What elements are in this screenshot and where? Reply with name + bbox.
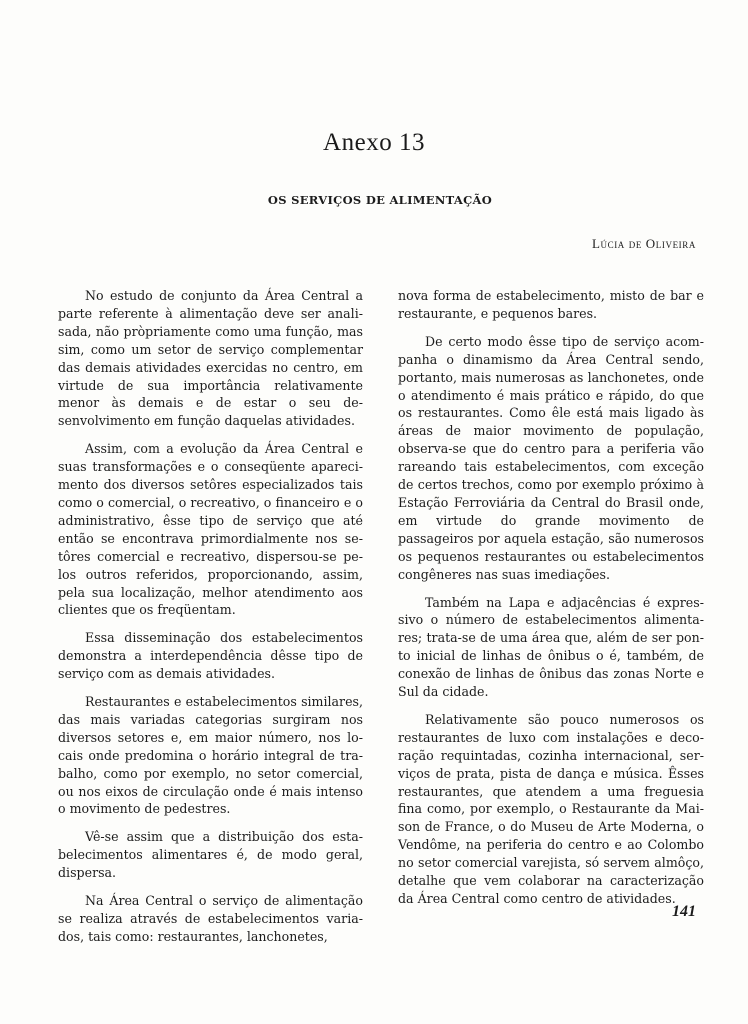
paragraph: Assim, com a evolução da Área Central e suas transformações e o conseqüente aparecimento dos diversos setôres especializados tais como o comercial, o recreativo, o financeiro e o administrativo, êsse tipo de serviço que até então se encontrava primordialmente nos setôres comercial e recreativo, dispersou-se pelos outros referidos, proporcionando, assim, pela sua localização, melhor atendimento aos clientes que os freqüentam. <box>58 441 363 618</box>
left-column <box>58 287 363 956</box>
paragraph: No estudo de conjunto da Área Central a parte referente à alimentação deve ser analisada, não pròpriamente como uma função, mas sim, como um setor de serviço complementar das demais atividades exercidas no centro, em virtude de sua importância relativamente menor às demais e de estar o seu desenvolvimento em função daquelas atividades. <box>58 288 363 429</box>
annex-title: Anexo 13 <box>323 129 425 156</box>
section-title: OS SERVIÇOS DE ALIMENTAÇÃO <box>267 193 493 207</box>
paragraph-continuation: nova forma de estabelecimento, misto de bar e restaurante, e pequenos bares. <box>398 288 704 321</box>
page-number: 141 <box>672 903 696 920</box>
paragraph: Relativamente são pouco numerosos os restaurantes de luxo com instalações e decoração requintadas, cozinha internacional, serviços de prata, pista de dança e música. Êsses restaurantes, que atendem a uma freguesia fina como, por exemplo, o Restaurante da Maison de France, o do Museu de Arte Moderna, o Vendôme, na periferia do centro e ao Colombo no setor comercial varejista, só servem almôço, detalhe que vem colaborar na caracterização da Área Central como centro de atividades. <box>398 711 704 906</box>
paragraph: Essa disseminação dos estabelecimentos demonstra a interdependência dêsse tipo de serviço com as demais atividades. <box>58 630 363 682</box>
paragraph: Na Área Central o serviço de alimentação se realiza através de estabelecimentos variados, tais como: restaurantes, lanchonetes, <box>58 893 363 944</box>
paragraph: De certo modo êsse tipo de serviço acompanha o dinamismo da Área Central sendo, portanto, mais numerosas as lanchonetes, onde o atendimento é mais prático e rápido, do que os restaurantes. Como êle está mais ligado às áreas de maior movimento de população, observa-se que do centro para a periferia vão rareando tais estabelecimentos, com exceção de certos trechos, como por exemplo próximo à Estação Ferroviária da Central do Brasil onde, em virtude do grande movimento de passageiros por aquela estação, são numerosos os pequenos restaurantes ou estabelecimentos congêneres nas suas imediações. <box>398 333 704 582</box>
author-name: Lúcia de Oliveira <box>591 236 696 251</box>
paragraph: Vê-se assim que a distribuição dos estabelecimentos alimentares é, de modo geral, dispersa. <box>58 829 363 881</box>
paragraph: Também na Lapa e adjacências é expressivo o número de estabelecimentos alimentares; trata-se de uma área que, além de ser ponto inicial de linhas de ônibus o é, também, de conexão de linhas de ônibus das zonas Norte e Sul da cidade. <box>398 594 704 700</box>
right-column <box>398 287 704 918</box>
paragraph: Restaurantes e estabelecimentos similares, das mais variadas categorias surgiram nos diversos setores e, em maior número, nos locais onde predomina o horário integral de trabalho, como por exemplo, no setor comercial, ou nos eixos de circulação onde é mais intenso o movimento de pedestres. <box>58 694 363 817</box>
